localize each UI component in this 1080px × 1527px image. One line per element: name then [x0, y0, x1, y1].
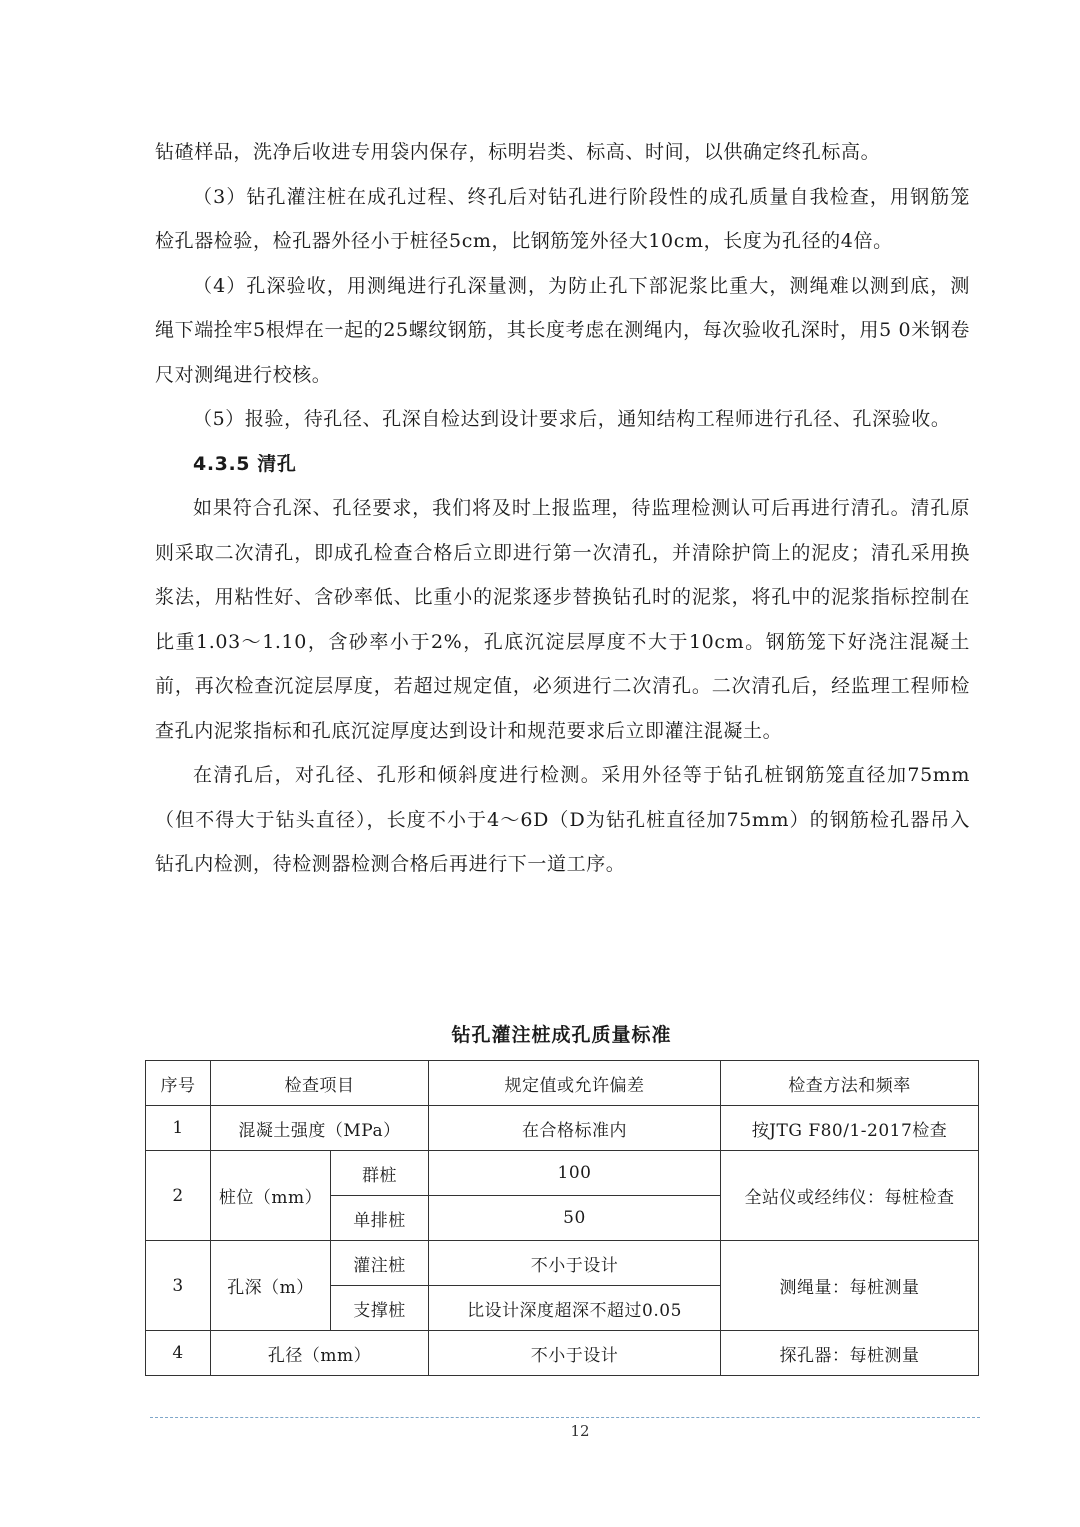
- cell-value: 不小于设计: [429, 1241, 721, 1286]
- cell-value: 100: [429, 1151, 721, 1196]
- cell-item: 孔深（m）: [211, 1241, 331, 1331]
- cell-method: 测绳量：每桩测量: [721, 1241, 979, 1331]
- header-item: 检查项目: [211, 1061, 429, 1106]
- cell-item: 桩位（mm）: [211, 1151, 331, 1241]
- cell-subitem: 群桩: [331, 1151, 429, 1196]
- paragraph-item-4: （4）孔深验收，用测绳进行孔深量测，为防止孔下部泥浆比重大，测绳难以测到底，测绳下端拴牢5根焊在一起的25螺纹钢筋，其长度考虑在测绳内，每次验收孔深时，用5 0米钢卷尺对测绳进行校核。: [155, 274, 970, 386]
- cell-method: 探孔器：每桩测量: [721, 1331, 979, 1376]
- table-row: [146, 1106, 979, 1151]
- cell-method: 按JTG F80/1-2017检查: [721, 1106, 979, 1151]
- cell-item: 混凝土强度（MPa）: [211, 1106, 429, 1151]
- cell-no: 3: [146, 1241, 211, 1331]
- section-heading: 4.3.5 清孔: [193, 452, 297, 475]
- paragraph-continuation: 钻碴样品，洗净后收进专用袋内保存，标明岩类、标高、时间，以供确定终孔标高。: [155, 141, 881, 163]
- body-text: [155, 130, 970, 887]
- paragraph-item-5: （5）报验，待孔径、孔深自检达到设计要求后，通知结构工程师进行孔径、孔深验收。: [193, 408, 951, 430]
- quality-standard-table: [145, 1060, 979, 1376]
- header-no: 序号: [146, 1061, 211, 1106]
- table-row: [146, 1331, 979, 1376]
- cell-value: 不小于设计: [429, 1331, 721, 1376]
- cell-subitem: 灌注桩: [331, 1241, 429, 1286]
- cell-no: 4: [146, 1331, 211, 1376]
- cell-item: 孔径（mm）: [211, 1331, 429, 1376]
- paragraph-inspection: 在清孔后，对孔径、孔形和倾斜度进行检测。采用外径等于钻孔桩钢筋笼直径加75mm（但不得大于钻头直径），长度不小于4～6D（D为钻孔桩直径加75mm）的钢筋检孔器吊入钻孔内检测，待检测器检测合格后再进行下一道工序。: [155, 764, 970, 875]
- cell-subitem: 支撑桩: [331, 1286, 429, 1331]
- table-header-row: [146, 1061, 979, 1106]
- cell-value: 比设计深度超深不超过0.05: [429, 1286, 721, 1331]
- page-number: 12: [570, 1422, 590, 1440]
- cell-method: 全站仪或经纬仪：每桩检查: [721, 1151, 979, 1241]
- footer-divider: [150, 1417, 980, 1418]
- header-value: 规定值或允许偏差: [429, 1061, 721, 1106]
- cell-no: 1: [146, 1106, 211, 1151]
- paragraph-item-3: （3）钻孔灌注桩在成孔过程、终孔后对钻孔进行阶段性的成孔质量自我检查，用钢筋笼检孔器检验，检孔器外径小于桩径5cm，比钢筋笼外径大10cm，长度为孔径的4倍。: [155, 185, 970, 252]
- table-row: [146, 1151, 979, 1196]
- cell-no: 2: [146, 1151, 211, 1241]
- header-method: 检查方法和频率: [721, 1061, 979, 1106]
- table-title: 钻孔灌注桩成孔质量标准: [451, 1024, 672, 1046]
- cell-value: 50: [429, 1196, 721, 1241]
- table-row: [146, 1241, 979, 1286]
- cell-subitem: 单排桩: [331, 1196, 429, 1241]
- cell-value: 在合格标准内: [429, 1106, 721, 1151]
- paragraph-clean-hole: 如果符合孔深、孔径要求，我们将及时上报监理，待监理检测认可后再进行清孔。清孔原则采取二次清孔，即成孔检查合格后立即进行第一次清孔，并清除护筒上的泥皮；清孔采用换浆法，用粘性好、含砂率低、比重小的泥浆逐步替换钻孔时的泥浆，将孔中的泥浆指标控制在比重1.03～1.10，含砂率小于2%，孔底沉淀层厚度不大于10cm。钢筋笼下好浇注混凝土前，再次检查沉淀层厚度，若超过规定值，必须进行二次清孔。二次清孔后，经监理工程师检查孔内泥浆指标和孔底沉淀厚度达到设计和规范要求后立即灌注混凝土。: [155, 497, 970, 742]
